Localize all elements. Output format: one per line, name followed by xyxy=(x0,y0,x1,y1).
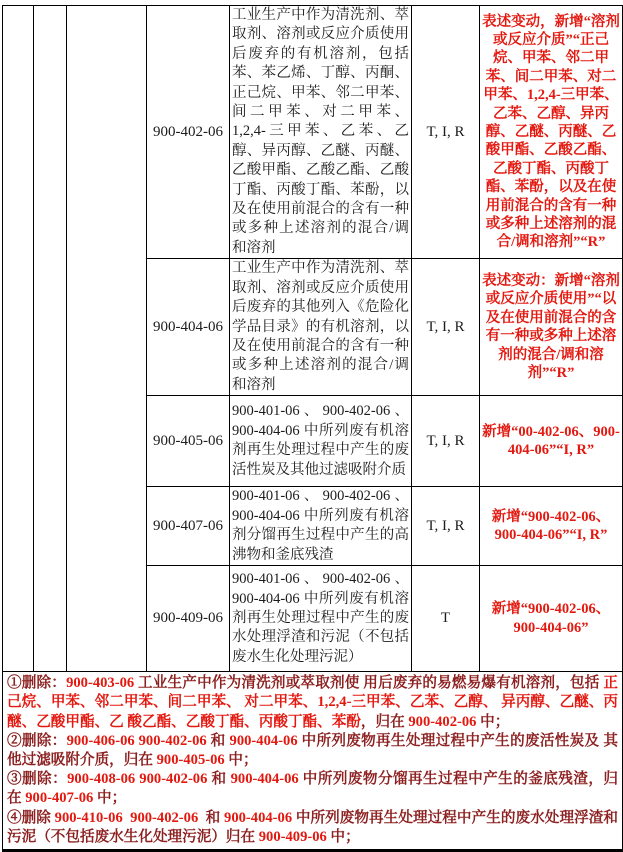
footnote-segment: 中所列废物分馏再生过程中产生的釜底残渣，归在 xyxy=(7,771,618,807)
footnote-segment: 和 xyxy=(205,809,225,826)
footnote-segment: ①删除： xyxy=(7,675,67,692)
change-note: 表述变动，新增“溶剂或反应介质”“正己烷、甲苯、邻二甲苯、间二甲苯、对二甲苯、1,2,4-三甲苯、乙苯、乙醇、异丙醇、乙醚、丙醚、乙酸甲酯、乙酸乙酯、乙酸丁酯、丙酸丁酯、苯酚，以及在使用前混合的含有一种或多种上述溶剂的混合/调和溶剂”“R” xyxy=(480,6,623,259)
hazard-property: T xyxy=(412,566,480,672)
footnote-segment: 900-404-06 xyxy=(229,732,302,749)
footnote-segment: 中； xyxy=(97,790,127,807)
waste-code: 900-409-06 xyxy=(147,566,230,672)
footnote-segment: 900-407-06 xyxy=(25,790,97,807)
empty-category-cell-3 xyxy=(67,6,147,672)
change-note: 新增“900-402-06、900-404-06”“I, R” xyxy=(480,487,623,566)
footnote-segment: 中； xyxy=(228,751,258,768)
footnote-segment: 900-410-06 900-402-06 xyxy=(54,809,206,826)
footnote-segment: 正己烷、甲苯、邻二甲苯、间二甲苯、 对二甲苯、1,2,4-三甲苯、乙苯、乙醇、 异丙醇、乙醚、丙醚、乙酸甲酯、乙 酸乙酯、乙酸丁酯、丙酸丁酯、苯酚 xyxy=(7,675,618,730)
footnote-segment: 900-404-06 xyxy=(224,809,296,826)
revision-table xyxy=(2,5,623,852)
waste-code: 900-404-06 xyxy=(147,259,230,396)
waste-code: 900-407-06 xyxy=(147,487,230,566)
footnote-segment: 中所列废物再生处理过程中产生的废活性炭及 其他过滤吸附介质，归在 xyxy=(7,732,618,768)
footnote-segment: ④删除 xyxy=(7,809,55,826)
empty-category-cell-1 xyxy=(3,6,34,672)
footnote-segment: 和 xyxy=(211,771,231,788)
footnote-segment: 和 xyxy=(210,732,230,749)
hazard-property: T, I, R xyxy=(412,6,480,259)
footnote-segment: 900-408-06 900-402-06 xyxy=(67,771,212,788)
footnote-segment: 中所列废物再生处理过程中产生的废水处理浮渣和污泥（不包括废水生化处理污泥）归在 xyxy=(7,809,618,845)
change-note: 表述变动：新增“溶剂或反应介质使用”“以及在使用前混合的含有一种或多种上述溶剂的混合/调和溶剂”“R” xyxy=(480,259,623,396)
waste-description: 900-401-06、900-402-06、900-404-06 中所列废有机溶剂再生处理过程中产生的废水处理浮渣和污泥（不包括废水生化处理污泥） xyxy=(230,566,412,672)
table-row xyxy=(3,6,623,259)
footnote-segment: ，归在 xyxy=(360,713,409,730)
waste-description: 工业生产中作为清洗剂、萃取剂、溶剂或反应介质使用后废弃的有机溶剂，包括苯、苯乙烯、丁醇、丙酮、正己烷、甲苯、邻二甲苯、间二甲苯、对二甲苯、1,2,4-三甲苯、乙苯、乙醇、异丙醇、乙醚、丙醚、乙酸甲酯、乙酸乙酯、乙酸丁酯、丙酸丁酯、苯酚，以及在使用前混合的含有一种或多种上述溶剂的混合/调和溶剂 xyxy=(230,6,412,259)
hazard-property: T, I, R xyxy=(412,259,480,396)
footnote-segment: 900-402-06 xyxy=(408,713,477,730)
footnote-1 xyxy=(7,674,618,732)
change-note: 新增“00-402-06、900-404-06”“I, R” xyxy=(480,396,623,487)
footnotes-row xyxy=(3,672,623,851)
footnote-segment: 工业生产中作为清洗剂或萃取剂使 用后废弃的易燃易爆有机溶剂，包括 xyxy=(138,675,604,692)
hazard-property: T, I, R xyxy=(412,396,480,487)
empty-category-cell-2 xyxy=(34,6,67,672)
footnote-segment: 900-404-06 xyxy=(230,771,303,788)
waste-description: 工业生产中作为清洗剂、萃取剂、溶剂或反应介质使用后废弃的其他列入《危险化学品目录》的有机溶剂，以及在使用前混合的含有一种或多种上述溶剂的混合/调和溶剂 xyxy=(230,259,412,396)
change-note: 新增“900-402-06、900-404-06” xyxy=(480,566,623,672)
footnote-segment: 900-406-06 900-402-06 xyxy=(66,732,211,749)
footnotes-cell xyxy=(3,672,623,851)
footnote-4 xyxy=(7,809,618,847)
footnote-segment: 中； xyxy=(330,828,360,845)
waste-code: 900-402-06 xyxy=(147,6,230,259)
hazard-property: T, I, R xyxy=(412,487,480,566)
footnote-2 xyxy=(7,732,618,770)
waste-code: 900-405-06 xyxy=(147,396,230,487)
footnote-segment: 900-409-06 xyxy=(258,828,331,845)
footnote-segment: 900-405-06 xyxy=(156,751,229,768)
waste-description: 900-401-06、900-402-06、900-404-06 中所列废有机溶剂再生处理过程中产生的废活性炭及其他过滤吸附介质 xyxy=(230,396,412,487)
footnote-segment: ③删除： xyxy=(7,771,68,788)
footnote-segment: 900-403-06 xyxy=(66,675,138,692)
footnote-3 xyxy=(7,770,618,808)
waste-description: 900-401-06、900-402-06、900-404-06 中所列废有机溶剂分馏再生过程中产生的高沸物和釜底残渣 xyxy=(230,487,412,566)
footnote-segment: ②删除： xyxy=(7,732,67,749)
footnote-segment: 中； xyxy=(476,713,510,730)
